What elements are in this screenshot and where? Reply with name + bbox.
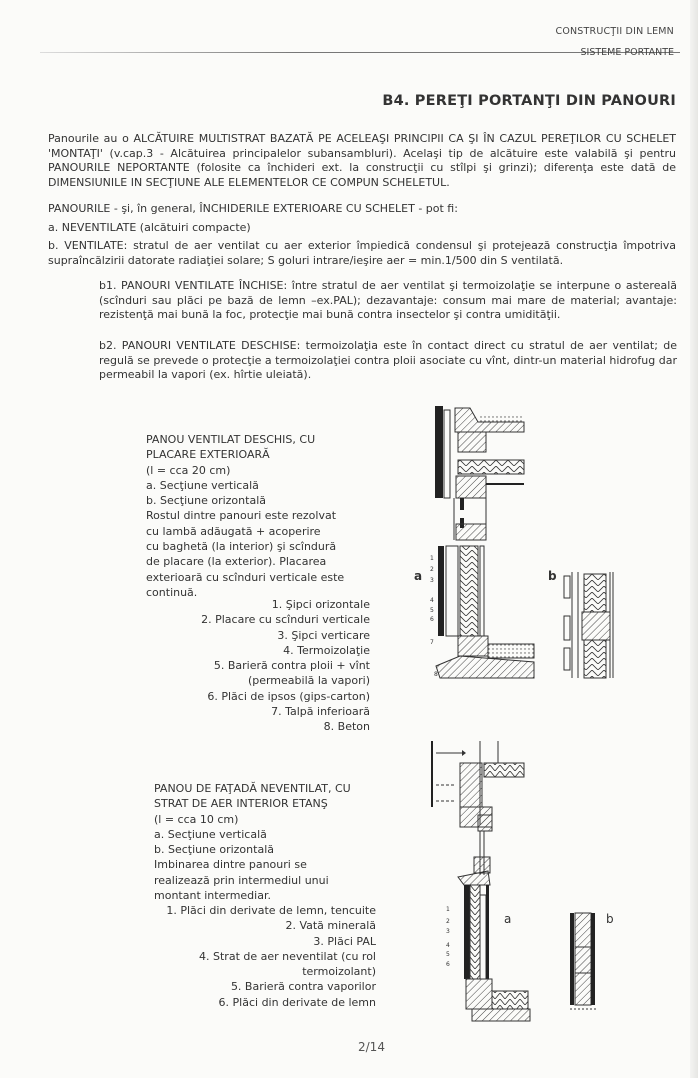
item-b: b. VENTILATE: stratul de aer ventilat cu aer exterior împiedică condensul şi protejează construcţia împotriva supraîncălzirii datorate radiaţiei solare; S goluri intrare/ieşire aer = min.1/500 din S ventilată.	[48, 239, 676, 267]
caption-line: PLACARE EXTERIOARĂ	[146, 448, 270, 462]
figure2-label-a: a	[504, 912, 512, 926]
figure2-drawing	[400, 735, 698, 1025]
exterior-board	[464, 885, 470, 979]
caption-line: cu baghetă (la interior) şi scîndură	[146, 540, 337, 554]
legend-item: 5. Barieră contra ploii + vînt	[213, 659, 370, 673]
cladding-upper	[435, 406, 443, 498]
legend-item: 7. Talpă inferioară	[271, 705, 370, 719]
floor-lower	[492, 991, 528, 1009]
frame-profile	[478, 815, 492, 831]
section-b-horizontal	[564, 572, 613, 678]
chapter-title: B4. PEREŢI PORTANŢI DIN PANOURI	[382, 93, 676, 109]
caption-line: Imbinarea dintre panouri se	[154, 858, 307, 872]
legend-item: 1. Şipci orizontale	[271, 598, 370, 611]
figure2-label-b: b	[606, 912, 614, 926]
figure1-legend	[140, 597, 370, 735]
floor-lower	[488, 644, 534, 658]
caption-line: b. Secţiune orizontală	[154, 843, 274, 857]
caption-line: (l = cca 10 cm)	[154, 812, 239, 826]
caption-line: montant intermediar.	[154, 889, 271, 903]
cladding-board	[564, 648, 570, 670]
insulation-b	[584, 640, 606, 678]
window-sash	[460, 498, 464, 510]
drawing-number: 6	[430, 616, 434, 623]
foundation	[472, 1009, 530, 1021]
battens-upper	[444, 410, 450, 498]
drawing-number: 2	[446, 918, 450, 925]
sill	[456, 524, 486, 540]
drawing-number: 8	[434, 671, 438, 678]
cladding-board	[564, 616, 570, 640]
figure1-caption	[146, 432, 364, 600]
legend-item: 3. Şipci verticare	[277, 628, 370, 642]
bottom-plate	[466, 979, 492, 1009]
running-header-book-title: CONSTRUCŢII DIN LEMN	[555, 26, 674, 37]
cladding-board	[564, 576, 570, 598]
intro-paragraph: Panourile au o ALCĂTUIRE MULTISTRAT BAZATĂ PE ACELEAŞI PRINCIPII CA ŞI ÎN CAZUL PEREŢILOR CU SCHELET 'MONTAŢI' (v.cap.3 - Alcătuirea principalelor subansambluri). Acelaşi tip de alcătuire este valabilă şi pentru PANOURILE NEPORTANTE (folosite ca închideri ext. la construcţii cu stîlpi şi grinzi); diferenţa este dată de DIMENSIUNILE IN SECŢIUNE ALE ELEMENTELOR CE COMPUN SCHELETUL.	[48, 132, 676, 189]
section-b-horizontal	[570, 913, 596, 1009]
item-b1: b1. PANOURI VENTILATE ÎNCHISE: între stratul de aer ventilat şi termoizolaţie se interpune o astereală (scînduri sau plăci pe bază de lemn –ex.PAL); dezavantaje: consum mai mare de material; avantaje: rezistenţă mai bună la foc, protecţie mai bună contra insectelor şi contra umidităţii.	[99, 279, 677, 321]
drawing-number: 4	[446, 942, 450, 949]
caption-line: exterioară cu scînduri verticale este	[146, 570, 345, 584]
caption-line: a. Secţiune verticală	[154, 827, 267, 841]
floor-insulation	[484, 763, 524, 777]
interior-board	[591, 913, 595, 1005]
cladding-lower	[438, 546, 444, 636]
classification-paragraph: PANOURILE - şi, în general, ÎNCHIDERILE EXTERIOARE CU SCHELET - pot fi:	[48, 202, 458, 215]
insulation	[460, 546, 478, 636]
page-number: 2/14	[358, 1040, 385, 1054]
caption-line: STRAT DE AER INTERIOR ETANŞ	[154, 797, 328, 811]
figure1-drawing	[400, 400, 698, 700]
legend-item: 2. Vată minerală	[285, 919, 376, 933]
drawing-number: 1	[446, 906, 450, 913]
screed	[478, 416, 524, 424]
legend-item: 4. Strat de aer neventilat (cu rol	[199, 949, 376, 963]
legend-item: 8. Beton	[323, 720, 370, 734]
legend-item: 1. Plăci din derivate de lemn, tencuite	[166, 904, 376, 917]
drawing-number: 3	[430, 577, 434, 584]
drawing-number: 4	[430, 597, 434, 604]
figure1-label-a: a	[414, 569, 423, 583]
legend-item: 6. Plăci din derivate de lemn	[218, 995, 376, 1009]
stud-joint	[582, 612, 610, 640]
figure2-caption	[154, 781, 372, 903]
gypsum-board	[480, 546, 484, 636]
caption-line: a. Secţiune verticală	[146, 478, 259, 492]
drawing-number: 7	[430, 639, 434, 646]
interior-board	[486, 885, 489, 979]
concrete-foundation	[436, 656, 534, 678]
header-beam	[460, 763, 482, 807]
drawing-number: 3	[446, 928, 450, 935]
battens-lower	[446, 546, 458, 636]
intermediate-stud	[575, 913, 591, 1005]
drawing-number: 1	[430, 555, 434, 562]
legend-item: termoizolant)	[302, 965, 376, 979]
sole-plate	[456, 476, 486, 498]
legend-item: 3. Plăci PAL	[313, 934, 376, 948]
figure2-legend	[120, 903, 376, 1010]
legend-item: 5. Barieră contra vaporilor	[230, 980, 376, 994]
caption-line: (l = cca 20 cm)	[146, 463, 231, 477]
floor-insulation	[458, 460, 524, 474]
figure2-drawing-numbers	[446, 906, 450, 968]
caption-line: PANOU VENTILAT DESCHIS, CU	[146, 433, 316, 446]
legend-item: 2. Placare cu scînduri verticale	[201, 613, 370, 627]
bottom-plate	[458, 636, 488, 656]
caption-line: PANOU DE FAŢADĂ NEVENTILAT, CU	[154, 782, 351, 795]
section-a-vertical	[432, 741, 530, 1021]
legend-item: 4. Termoizolaţie	[283, 643, 370, 657]
running-header-section: SISTEME PORTANTE	[580, 47, 674, 58]
figure1-label-b: b	[548, 569, 557, 583]
exterior-board	[570, 913, 574, 1005]
mineral-wool	[470, 885, 480, 979]
caption-line: cu lambă adăugată + acoperire	[146, 524, 321, 538]
drawing-number: 2	[430, 566, 434, 573]
item-b2: b2. PANOURI VENTILATE DESCHISE: termoizolaţia este în contact direct cu stratul de aer ventilat; de regulă se prevede o protecţie a termoizolaţiei contra ploii asociate cu vînt, dintr-un material hidrofug dar permeabil la vapori (ex. hîrtie uleiată).	[99, 339, 677, 381]
item-a: a. NEVENTILATE (alcătuiri compacte)	[48, 221, 251, 234]
beam	[458, 432, 486, 452]
arrow-head-icon	[462, 750, 466, 756]
caption-line: b. Secţiune orizontală	[146, 494, 266, 508]
caption-line: de placare (la exterior). Placarea	[146, 555, 327, 569]
legend-item: (permeabilă la vapori)	[247, 674, 370, 688]
drawing-number: 5	[446, 951, 450, 958]
caption-line: realizează prin intermediul unui	[154, 873, 329, 887]
air-layer	[480, 895, 486, 979]
drawing-number: 5	[430, 607, 434, 614]
section-a-vertical	[435, 406, 534, 678]
legend-item: 6. Plăci de ipsos (gips-carton)	[207, 689, 370, 703]
caption-line: continuă.	[146, 585, 198, 599]
insulation-b	[584, 574, 606, 612]
figure1-drawing-numbers	[430, 555, 438, 678]
drawing-number: 6	[446, 961, 450, 968]
caption-line: Rostul dintre panouri este rezolvat	[146, 509, 337, 523]
